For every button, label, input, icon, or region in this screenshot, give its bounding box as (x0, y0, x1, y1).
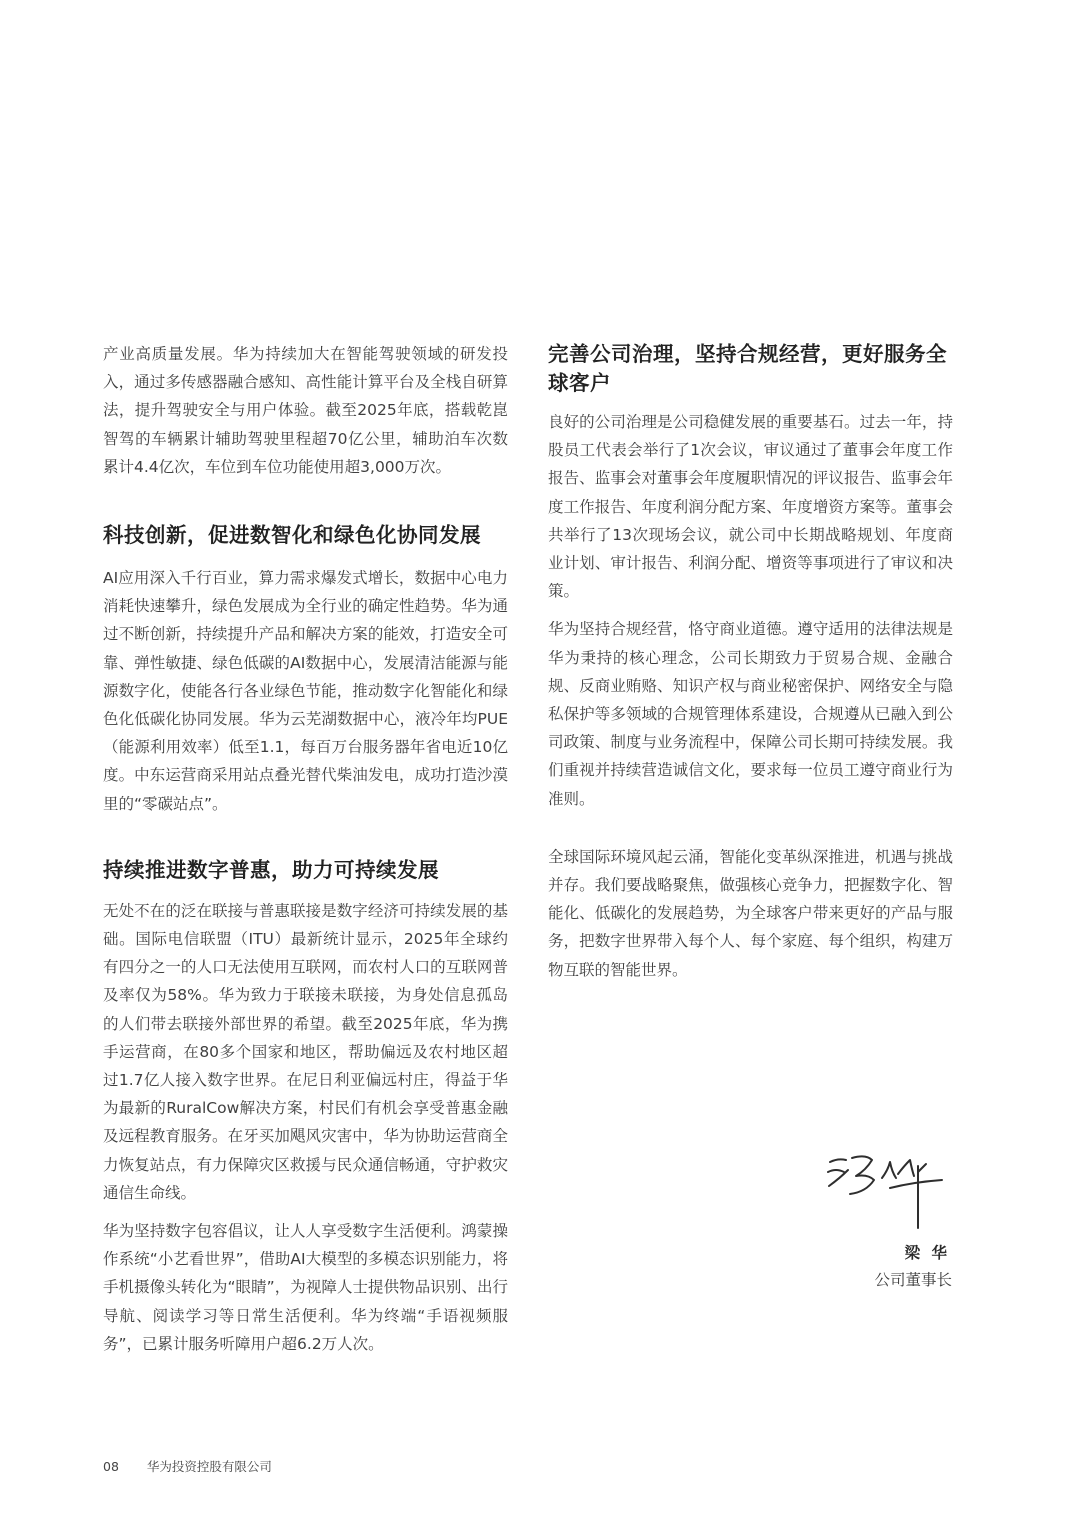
intro-paragraph: 产业高质量发展。华为持续加大在智能驾驶领域的研发投入，通过多传感器融合感知、高性能计算平台及全栈自研算法，提升驾驶安全与用户体验。截至2025年底，搭载乾崑智驾的车辆累计辅助驾驶里程超70亿公里，辅助泊车次数累计4.4亿次，车位到车位功能使用超3,000万次。 (103, 345, 508, 476)
right-column (548, 340, 953, 984)
governance-paragraph-1: 良好的公司治理是公司稳健发展的重要基石。过去一年，持股员工代表会举行了1次会议，审议通过了董事会年度工作报告、监事会对董事会年度履职情况的评议报告、监事会年度工作报告、年度利润分配方案、年度增资方案等。董事会共举行了13次现场会议，就公司中长期战略规划、年度商业计划、审计报告、利润分配、增资等事项进行了审议和决策。 (548, 413, 953, 601)
signatory-title: 公司董事长 (874, 1271, 952, 1289)
closing-paragraph: 全球国际环境风起云涌，智能化变革纵深推进，机遇与挑战并存。我们要战略聚焦，做强核心竞争力，把握数字化、智能化、低碳化的发展趋势，为全球客户带来更好的产品与服务，把数字世界带入每个人、每个家庭、每个组织，构建万物互联的智能世界。 (548, 847, 953, 979)
handwritten-signature (826, 1148, 948, 1230)
section-title-governance: 完善公司治理，坚持合规经营，更好服务全球客户 (548, 342, 947, 395)
governance-paragraph-2: 华为坚持合规经营，恪守商业道德。遵守适用的法律法规是华为秉持的核心理念，公司长期致力于贸易合规、金融合规、反商业贿赂、知识产权与商业秘密保护、网络安全与隐私保护等多领域的合规管理体系建设，合规遵从已融入到公司政策、制度与业务流程中，保障公司长期可持续发展。我们重视并持续营造诚信文化，要求每一位员工遵守商业行为准则。 (548, 620, 953, 808)
tech-innovation-paragraph: AI应用深入千行百业，算力需求爆发式增长，数据中心电力消耗快速攀升，绿色发展成为全行业的确定性趋势。华为通过不断创新，持续提升产品和解决方案的能效，打造安全可靠、弹性敏捷、绿色低碳的AI数据中心，发展清洁能源与能源数字化，使能各行各业绿色节能，推动数字化智能化和绿色化低碳化协同发展。华为云芜湖数据中心，液冷年均PUE（能源利用效率）低至1.1，每百万台服务器年省电近10亿度。中东运营商采用站点叠光替代柴油发电，成功打造沙漠里的“零碳站点”。 (103, 569, 508, 813)
signatory-name: 梁 华 (904, 1244, 950, 1262)
section-title-digital-inclusion: 持续推进数字普惠，助力可持续发展 (103, 857, 439, 882)
left-column (103, 340, 508, 1358)
section-title-tech-innovation: 科技创新，促进数智化和绿色化协同发展 (103, 523, 481, 548)
page-number: 08 (103, 1459, 119, 1474)
digital-inclusion-paragraph-1: 无处不在的泛在联接与普惠联接是数字经济可持续发展的基础。国际电信联盟（ITU）最新统计显示，2025年全球约有四分之一的人口无法使用互联网，而农村人口的互联网普及率仅为58%。华为致力于联接未联接，为身处信息孤岛的人们带去联接外部世界的希望。截至2025年底，华为携手运营商，在80多个国家和地区，帮助偏远及农村地区超过1.7亿人接入数字世界。在尼日利亚偏远村庄，得益于华为最新的RuralCow解决方案，村民们有机会享受普惠金融及远程教育服务。在牙买加飓风灾害中，华为协助运营商全力恢复站点，有力保障灾区救援与民众通信畅通，守护救灾通信生命线。 (103, 901, 508, 1202)
page-footer (103, 1457, 272, 1475)
footer-company-name: 华为投资控股有限公司 (146, 1459, 272, 1474)
digital-inclusion-paragraph-2: 华为坚持数字包容倡议，让人人享受数字生活便利。鸿蒙操作系统“小艺看世界”，借助AI大模型的多模态识别能力，将手机摄像头转化为“眼睛”，为视障人士提供物品识别、出行导航、阅读学习等日常生活便利。华为终端“手语视频服务”，已累计服务听障用户超6.2万人次。 (103, 1222, 508, 1353)
